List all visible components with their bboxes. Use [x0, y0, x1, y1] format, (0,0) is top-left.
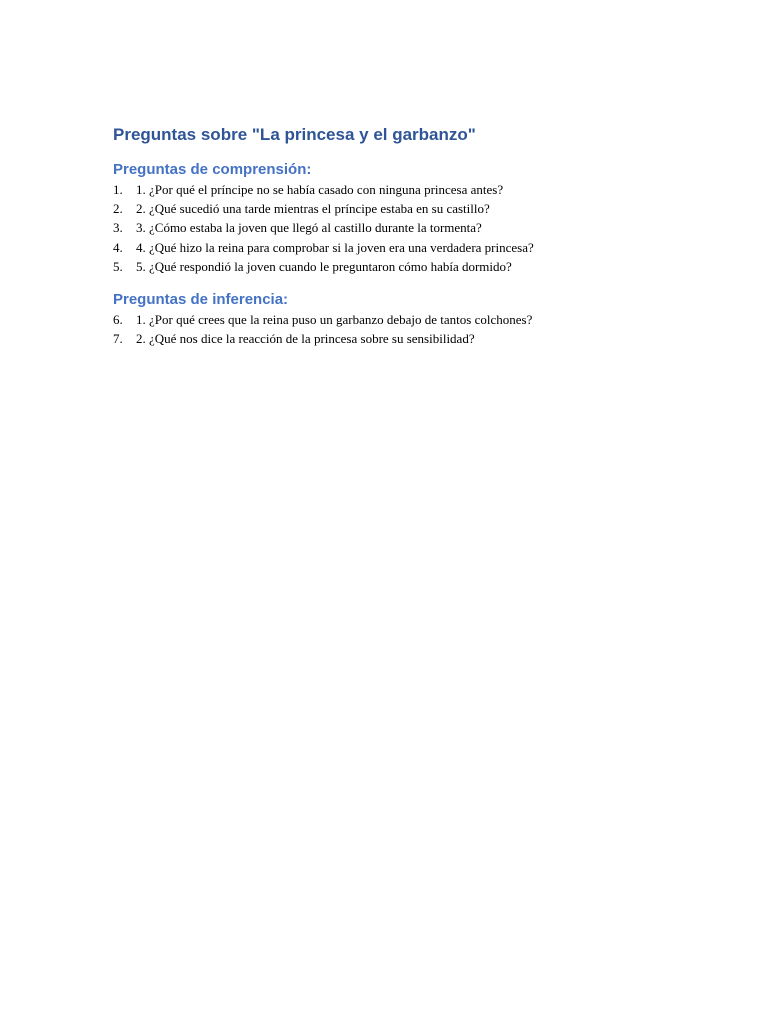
list-item: [113, 329, 733, 348]
question-text: 2. ¿Qué nos dice la reacción de la princesa sobre su sensibilidad?: [136, 331, 475, 347]
question-text: 2. ¿Qué sucedió una tarde mientras el príncipe estaba en su castillo?: [136, 201, 490, 217]
list-item: [113, 238, 733, 257]
question-text: 1. ¿Por qué el príncipe no se había casado con ninguna princesa antes?: [136, 182, 504, 197]
document-content: [113, 124, 733, 348]
section-heading-inferencia: Preguntas de inferencia:: [113, 290, 289, 308]
question-text: 1. ¿Por qué crees que la reina puso un garbanzo debajo de tantos colchones?: [136, 311, 533, 327]
question-list-comprension: [113, 180, 733, 276]
question-text: 4. ¿Qué hizo la reina para comprobar si la joven era una verdadera princesa?: [136, 239, 534, 255]
section-heading-comprension: Preguntas de comprensión:: [113, 161, 312, 178]
list-number: 4.: [113, 239, 123, 255]
question-text: 5. ¿Qué respondió la joven cuando le preguntaron cómo había dormido?: [136, 258, 512, 274]
list-item: [113, 218, 733, 237]
list-number: 1.: [113, 182, 123, 197]
list-number: 3.: [113, 220, 123, 236]
list-item: [113, 310, 733, 329]
question-list-inferencia: [113, 310, 733, 348]
list-number: 7.: [113, 331, 123, 347]
list-item: [113, 257, 733, 276]
list-item: [113, 199, 733, 218]
list-item: [113, 180, 733, 199]
list-number: 2.: [113, 201, 123, 217]
document-title: Preguntas sobre "La princesa y el garbanzo": [113, 125, 476, 144]
list-number: 6.: [113, 311, 123, 327]
list-number: 5.: [113, 258, 123, 274]
question-text: 3. ¿Cómo estaba la joven que llegó al castillo durante la tormenta?: [136, 220, 482, 236]
